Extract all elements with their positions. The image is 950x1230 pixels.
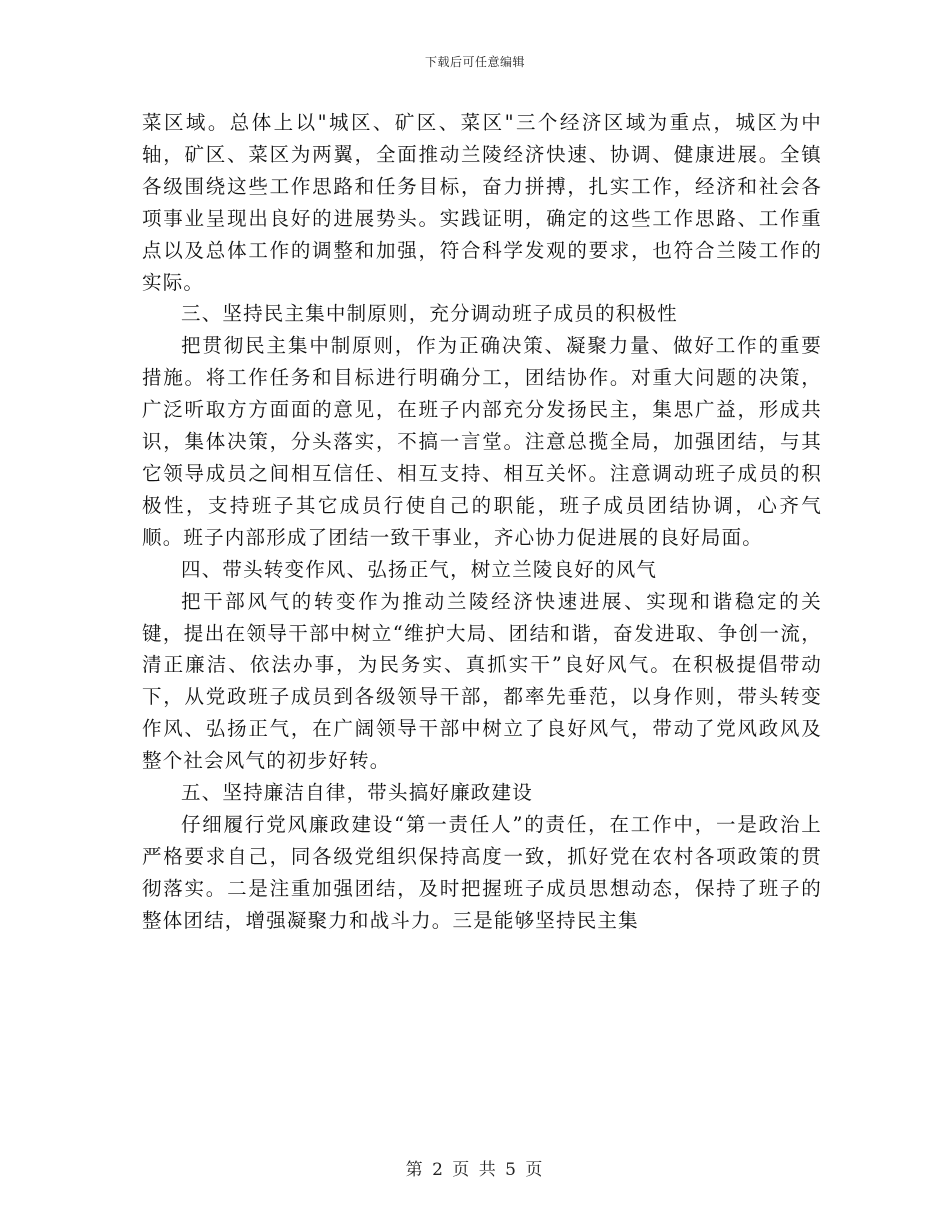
- page-header-note: 下载后可任意编辑: [424, 55, 525, 69]
- section-heading-3: 三、坚持民主集中制原则，充分调动班子成员的积极性: [181, 302, 678, 326]
- paragraph-continuation: 菜区域。总体上以"城区、矿区、菜区"三个经济区域为重点，城区为中轴，矿区、菜区为两翼，全面推动兰陵经济快速、协调、健康进展。全镇各级围绕这些工作思路和任务目标，奋力拼搏，扎实工作，经济和社会各项事业呈现出良好的进展势头。实践证明，确定的这些工作思路、工作重点以及总体工作的调整和加强，符合科学发观的要求，也符合兰陵工作的实际。: [142, 111, 822, 294]
- section-heading-5: 五、坚持廉洁自律，带头搞好廉政建设: [181, 781, 533, 805]
- paragraph-section-5: 仔细履行党风廉政建设“第一责任人”的责任，在工作中，一是政治上严格要求自己，同各级党组织保持高度一致，抓好党在农村各项政策的贯彻落实。二是注重加强团结，及时把握班子成员思想动态，保持了班子的整体团结，增强凝聚力和战斗力。三是能够坚持民主集: [142, 812, 822, 932]
- page-number: 第 2 页 共 5 页: [405, 1160, 545, 1180]
- section-heading-4: 四、带头转变作风、弘扬正气，树立兰陵良好的风气: [181, 557, 658, 581]
- paragraph-section-3: 把贯彻民主集中制原则，作为正确决策、凝聚力量、做好工作的重要措施。将工作任务和目标进行明确分工，团结协作。对重大问题的决策，广泛听取方方面面的意见，在班子内部充分发扬民主，集思广益，形成共识，集体决策，分头落实，不搞一言堂。注意总揽全局，加强团结，与其它领导成员之间相互信任、相互支持、相互关怀。注意调动班子成员的积极性，支持班子其它成员行使自己的职能，班子成员团结协调，心齐气顺。班子内部形成了团结一致干事业，齐心协力促进展的良好局面。: [142, 334, 822, 549]
- document-body: [142, 107, 822, 937]
- paragraph-section-4: 把干部风气的转变作为推动兰陵经济快速进展、实现和谐稳定的关键，提出在领导干部中树立“维护大局、团结和谐，奋发进取、争创一流，清正廉洁、依法办事，为民务实、真抓实干”良好风气。在积极提倡带动下，从党政班子成员到各级领导干部，都率先垂范，以身作则，带头转变作风、弘扬正气，在广阔领导干部中树立了良好风气，带动了党风政风及整个社会风气的初步好转。: [142, 589, 822, 773]
